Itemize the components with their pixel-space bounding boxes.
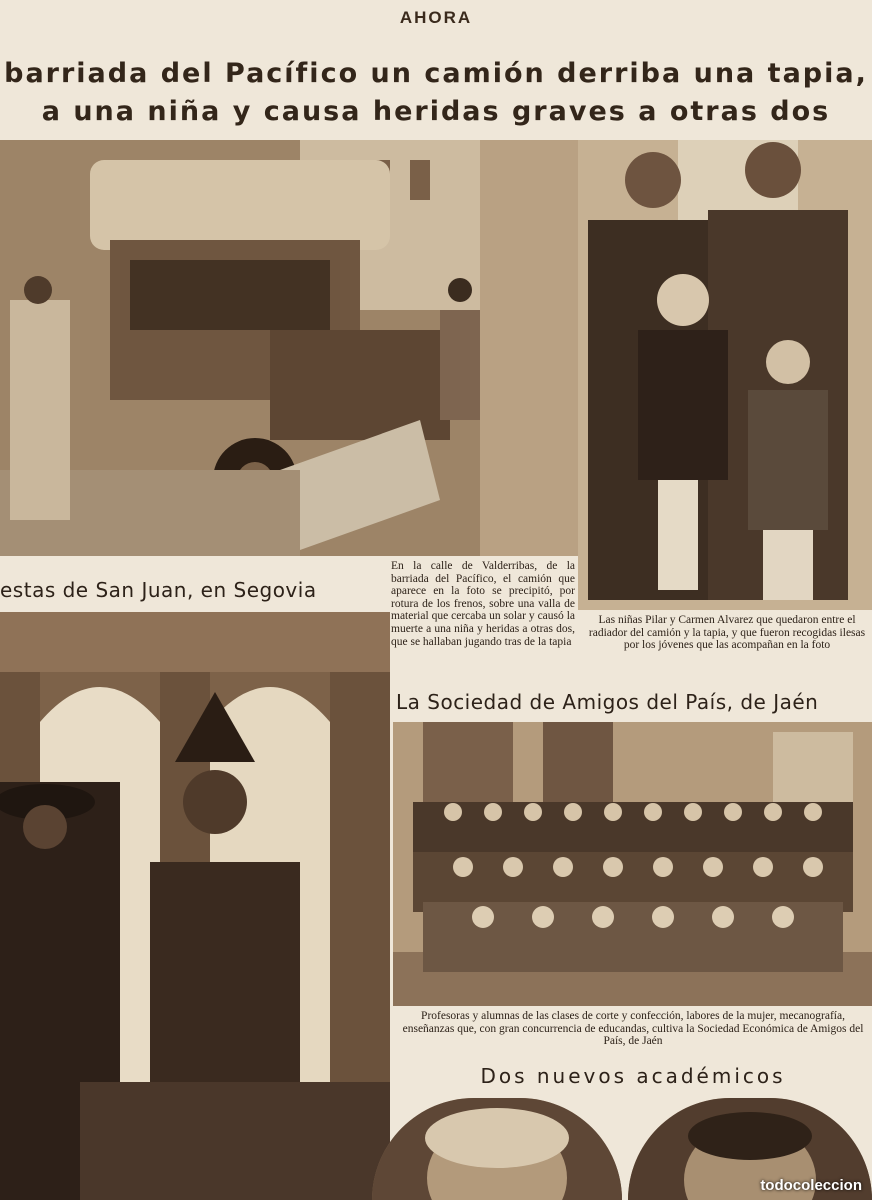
girls-with-young-men-photo (578, 140, 872, 610)
jaen-caption: Profesoras y alumnas de las clases de corte y confección, labores de la mujer, mecanografía, enseñanzas que, con gran concurrencia de educandas, cultiva la Sociedad Económica de Amigos del País, de Jaén (402, 1010, 864, 1048)
academicos-section-title: Dos nuevos académicos (480, 1064, 786, 1088)
academico-portrait-left (372, 1098, 622, 1200)
headline-line-1: barriada del Pacífico un camión derriba una tapia, (4, 58, 868, 89)
girls-caption: Las niñas Pilar y Carmen Alvarez que quedaron entre el radiador del camión y la tapia, y que fueron recogidas ilesas por los jóvenes que las acompañan en la foto (588, 614, 866, 652)
segovia-giants-photo (0, 612, 390, 1200)
masthead: AHORA (399, 8, 473, 27)
truck-crash-photo (0, 140, 578, 556)
segovia-section-title: estas de San Juan, en Segovia (0, 578, 317, 602)
headline-line-2: a una niña y causa heridas graves a otras dos (41, 96, 831, 127)
jaen-section-title: La Sociedad de Amigos del País, de Jaén (396, 690, 819, 714)
truck-caption: En la calle de Valderribas, de la barriada del Pacífico, el camión que aparece en la foto se precipitó, por rotura de los frenos, sobre una valla de material que cercaba un solar y causó la muerte a una niña y heridas a otras dos, que se hallaban jugando tras de la tapia (391, 560, 575, 648)
jaen-group-photo (393, 722, 872, 1006)
watermark: todocoleccion (760, 1177, 862, 1194)
